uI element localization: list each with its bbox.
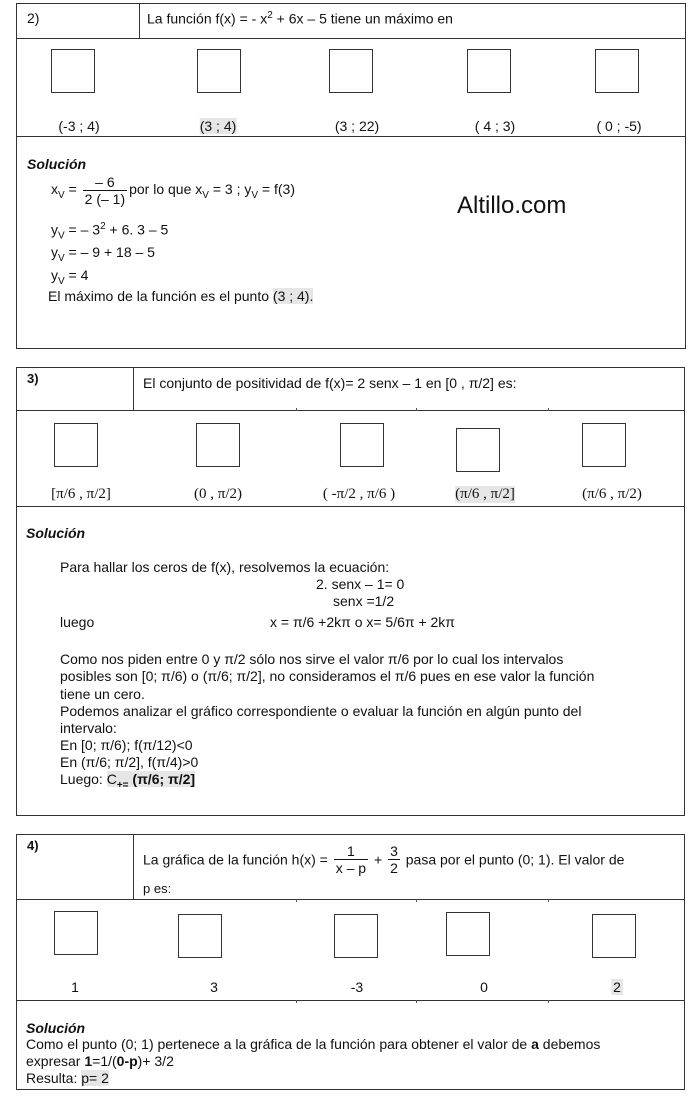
subscript: V: [58, 230, 65, 242]
subscript: V: [58, 252, 65, 264]
answer-option-4: 0: [480, 979, 488, 995]
question-number: 2): [27, 10, 40, 26]
row-divider: [17, 136, 685, 137]
answer-checkbox-3[interactable]: [334, 914, 378, 958]
column-divider: [139, 4, 140, 38]
question-text-line-2: p es:: [143, 881, 172, 896]
answer-checkbox-4[interactable]: [456, 428, 500, 472]
math-text: = – 9 + 18 – 5: [64, 244, 155, 260]
math-text: = – 3: [64, 221, 101, 238]
answer-checkbox-1[interactable]: [54, 423, 98, 467]
solution-line-4: [51, 267, 88, 287]
solution-line-3: [51, 244, 155, 264]
answer-checkbox-2[interactable]: [197, 49, 241, 93]
math-text: =: [64, 181, 81, 198]
math-text: + 6. 3 – 5: [105, 221, 169, 238]
table-tick: [416, 408, 417, 411]
solution-line-2: [51, 221, 168, 241]
answer-checkbox-4[interactable]: [467, 49, 511, 93]
question-number: 3): [27, 371, 39, 386]
solution-title: Solución: [26, 525, 86, 541]
answer-option-4-correct: (π/6 , π/2]: [455, 486, 515, 502]
answer-checkbox-1[interactable]: [54, 911, 98, 955]
subscript: V: [251, 190, 259, 201]
conclusion-label: Luego:: [60, 771, 107, 787]
answer-checkbox-5[interactable]: [592, 914, 636, 958]
solution-title: Solución: [26, 1020, 86, 1036]
table-tick: [416, 1000, 417, 1003]
table-tick: [548, 1000, 549, 1003]
math-text: = 4: [64, 267, 89, 283]
row-divider: [17, 899, 684, 900]
conclusion-text: El máximo de la función es el punto: [48, 288, 273, 304]
answer-checkbox-3[interactable]: [329, 49, 373, 93]
subscript: +=: [116, 779, 129, 791]
solution-conclusion: [48, 288, 313, 304]
bold-value: 0-p: [116, 1053, 138, 1069]
question-3-table: [16, 367, 685, 816]
numerator: – 6: [83, 174, 127, 191]
solution-conclusion: [26, 1070, 109, 1086]
answer-option-1: (-3 ; 4): [58, 118, 100, 134]
question-number: 4): [27, 838, 39, 853]
conclusion-value: (π/6; π/2]: [128, 771, 196, 787]
answer-checkbox-5[interactable]: [582, 423, 626, 467]
answer-highlight: p= 2: [81, 1070, 109, 1086]
fraction: [83, 174, 127, 207]
math-text: por lo que x: [129, 181, 203, 198]
math-text: = f(3): [258, 181, 296, 198]
question-text: El conjunto de positividad de f(x)= 2 senx – 1 en [0 , π/2] es:: [143, 375, 517, 391]
solution-line: Para hallar los ceros de f(x), resolvemos la ecuación:: [60, 559, 390, 575]
answer-option-4: ( 4 ; 3): [474, 118, 516, 134]
answer-option-2: 3: [210, 979, 218, 995]
answer-checkbox-1[interactable]: [51, 49, 95, 93]
question-text-part: pasa por el punto (0; 1). El valor de: [401, 851, 625, 868]
solution-conclusion: [60, 771, 195, 791]
conclusion-label: Resulta:: [26, 1070, 82, 1086]
answer-checkbox-5[interactable]: [595, 49, 639, 93]
watermark: Altillo.com: [457, 192, 567, 219]
row-divider: [17, 506, 684, 507]
denominator: 2: [390, 860, 398, 876]
solution-title: Solución: [27, 156, 87, 172]
bold-variable: a: [531, 1036, 539, 1052]
numerator: 3: [390, 843, 398, 859]
answer-option-3: (3 ; 22): [334, 118, 380, 134]
math-text: x: [51, 181, 58, 198]
table-tick: [416, 899, 417, 902]
column-divider: [133, 835, 134, 899]
denominator: 2 (– 1): [84, 191, 126, 207]
table-tick: [548, 408, 549, 411]
answer-option-1: [π/6 , π/2]: [51, 486, 111, 502]
answer-option-2-correct: (3 ; 4): [199, 118, 237, 134]
answer-checkbox-2[interactable]: [196, 423, 240, 467]
answer-checkbox-2[interactable]: [178, 914, 222, 958]
fraction: [334, 843, 368, 876]
solution-line: intervalo:: [60, 720, 117, 736]
subscript: V: [58, 190, 65, 201]
math-text: = 3 ; y: [208, 181, 252, 198]
answer-option-1: 1: [71, 979, 79, 995]
math-text: +: [370, 851, 387, 868]
solution-line-1: [51, 174, 295, 207]
solution-line: En (π/6; π/2], f(π/4)>0: [60, 754, 199, 770]
solution-equation: x = π/6 +2kπ o x= 5/6π + 2kπ: [270, 614, 455, 630]
solution-text: Como el punto (0; 1) pertenece a la gráfica de la función para obtener el valor de: [26, 1036, 532, 1052]
solution-line: tiene un cero.: [60, 686, 145, 702]
solution-text: debemos: [538, 1036, 601, 1052]
answer-checkbox-4[interactable]: [446, 912, 490, 956]
table-tick: [296, 1000, 297, 1003]
solution-text: =1/(: [92, 1053, 117, 1069]
math-text: C: [106, 771, 117, 787]
answer-highlight: (3 ; 4).: [272, 288, 314, 304]
numerator: 1: [334, 843, 368, 860]
question-text: [143, 843, 624, 876]
solution-equation: senx =1/2: [333, 593, 395, 609]
answer-option-5: ( 0 ; -5): [596, 118, 642, 134]
question-text-part: La gráfica de la función h(x) =: [143, 851, 332, 868]
solution-text: expresar: [26, 1053, 85, 1069]
solution-line: luego: [60, 614, 95, 630]
answer-option-5: (π/6 , π/2): [582, 486, 642, 502]
math-text: y: [51, 267, 58, 283]
math-text: y: [51, 244, 58, 260]
solution-line: posibles son [0; π/6) o (π/6; π/2], no consideramos el π/6 pues en ese valor la función: [60, 668, 595, 684]
row-divider: [17, 1000, 684, 1001]
solution-text: )+ 3/2: [137, 1053, 174, 1069]
table-tick: [296, 408, 297, 411]
question-text-part: + 6x – 5 tiene un máximo en: [272, 10, 453, 27]
denominator: x – p: [335, 860, 367, 876]
solution-equation: 2. senx – 1= 0: [316, 576, 405, 592]
answer-checkbox-3[interactable]: [340, 423, 384, 467]
answer-option-3: ( -π/2 , π/6 ): [322, 486, 396, 502]
solution-line: En [0; π/6); f(π/12)<0: [60, 737, 193, 753]
row-divider: [17, 410, 684, 411]
fraction: [388, 843, 400, 876]
question-text: [147, 10, 453, 27]
answer-option-5-correct: 2: [613, 979, 621, 995]
row-divider: [17, 38, 685, 39]
solution-line: Podemos analizar el gráfico correspondiente o evaluar la función en algún punto del: [60, 703, 582, 719]
answer-highlight: [106, 771, 196, 791]
question-4-table: [16, 834, 685, 1090]
table-tick: [296, 899, 297, 902]
exponent: 2: [267, 10, 273, 21]
question-2-table: [16, 3, 686, 349]
subscript: V: [202, 190, 209, 201]
solution-line-1: [26, 1036, 600, 1052]
table-tick: [548, 899, 549, 902]
column-divider: [133, 368, 134, 410]
answer-option-2: (0 , π/2): [194, 486, 242, 502]
solution-line: Como nos piden entre 0 y π/2 sólo nos sirve el valor π/6 por lo cual los intervalos: [60, 651, 564, 667]
answer-option-3: -3: [350, 979, 364, 995]
exponent: 2: [100, 221, 106, 232]
math-text: y: [51, 221, 58, 238]
solution-line-2: [26, 1053, 174, 1069]
question-text-part: La función f(x) = - x: [147, 10, 268, 27]
bold-value: 1: [84, 1053, 93, 1069]
subscript: V: [58, 275, 65, 287]
